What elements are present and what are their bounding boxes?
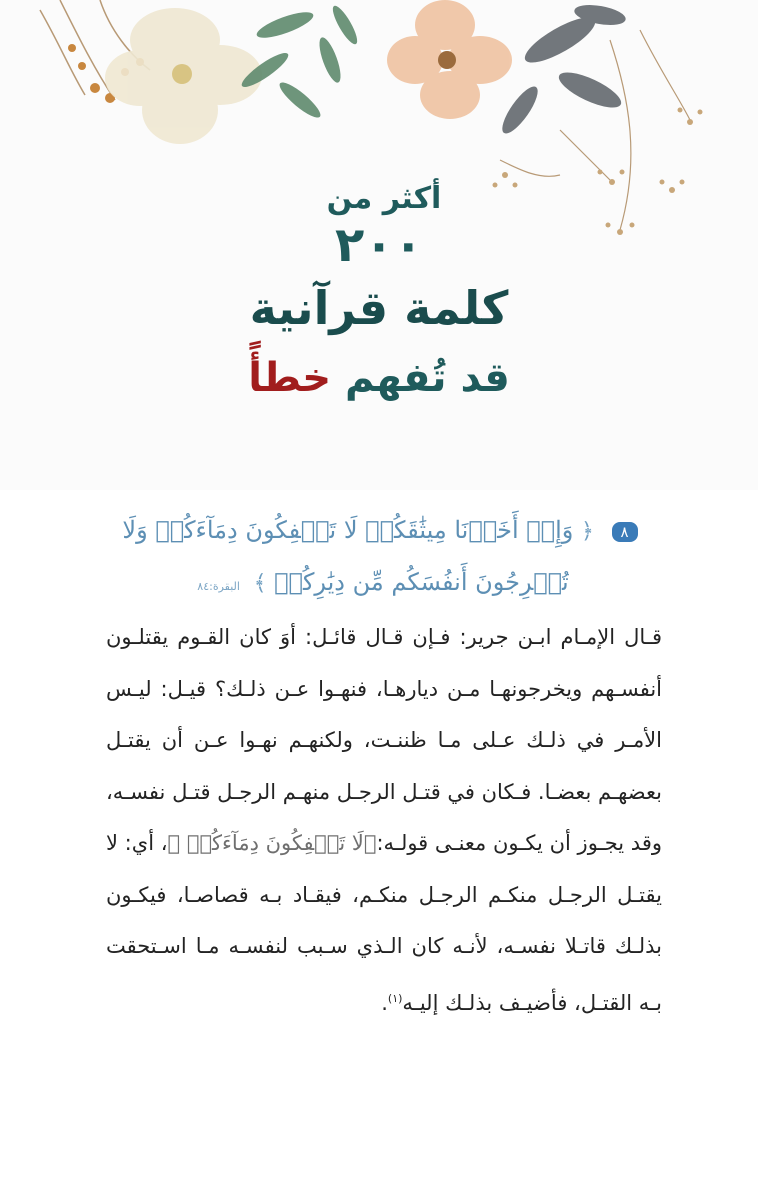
title-line-more-than: أكثر من	[326, 181, 442, 216]
commentary-text-1: قـال الإمـام ابـن جرير: فـإن قـال قائـل: أوَ كان القـوم يقتلـون أنفسـهم ويخرجونهـا مـن ديارهـا، فنهـوا عـن ذلـك؟ قيـل: ليـس الأمـر في ذلـك عـلى مـا ظننـت، ولكنهـم نهـوا عـن أن يقتـل بعضهـم بعضـا. فـكان في قتـل الرجـل منهـم الرجـل قتـل نفسـه، وقد يجـوز أن يكـون معنـى قولـه:	[106, 625, 663, 855]
verse-number-badge: ٨	[612, 522, 638, 542]
footnote-marker: (١)	[387, 991, 403, 1005]
title-line-misunderstood	[0, 348, 758, 408]
title-line4-part2: خطأً	[248, 355, 332, 401]
title-line-number: ٢٠٠	[335, 217, 423, 273]
commentary-text-2: ، أي: لا يقتـل الرجـل منكـم الرجـل منكـم، فيقـاد بـه قصاصـا، فيكـون بذلـك قاتـلا نفسـه، لأنـه كان الـذي سـبب لنفسـه مـا اسـتحقت بـه القتـل، فأضيـف بذلـك إليـه	[106, 831, 662, 1015]
verse-open-bracket: ﴿	[580, 519, 594, 544]
title-line-quranic-words: كلمة قرآنية	[249, 281, 509, 335]
verse-reference: البقرة:٨٤	[197, 580, 240, 593]
commentary-end: .	[381, 990, 388, 1015]
commentary-paragraph	[106, 612, 662, 1029]
title-block	[0, 178, 758, 408]
verse-close-bracket: ﴾	[253, 571, 267, 596]
commentary-inline-verse: ﴿لَا تَسۡفِكُونَ دِمَآءَكُمۡ ﴾	[167, 831, 377, 855]
title-line4-part1: قد تُفهم	[344, 355, 510, 401]
verse-text: وَإِذۡ أَخَذۡنَا مِيثَٰقَكُمۡ لَا تَسۡفِكُونَ دِمَآءَكُمۡ وَلَا تُخۡرِجُونَ أَنفُسَكُم مِّن دِيَٰرِكُمۡ	[122, 516, 574, 596]
quran-verse	[100, 505, 660, 612]
